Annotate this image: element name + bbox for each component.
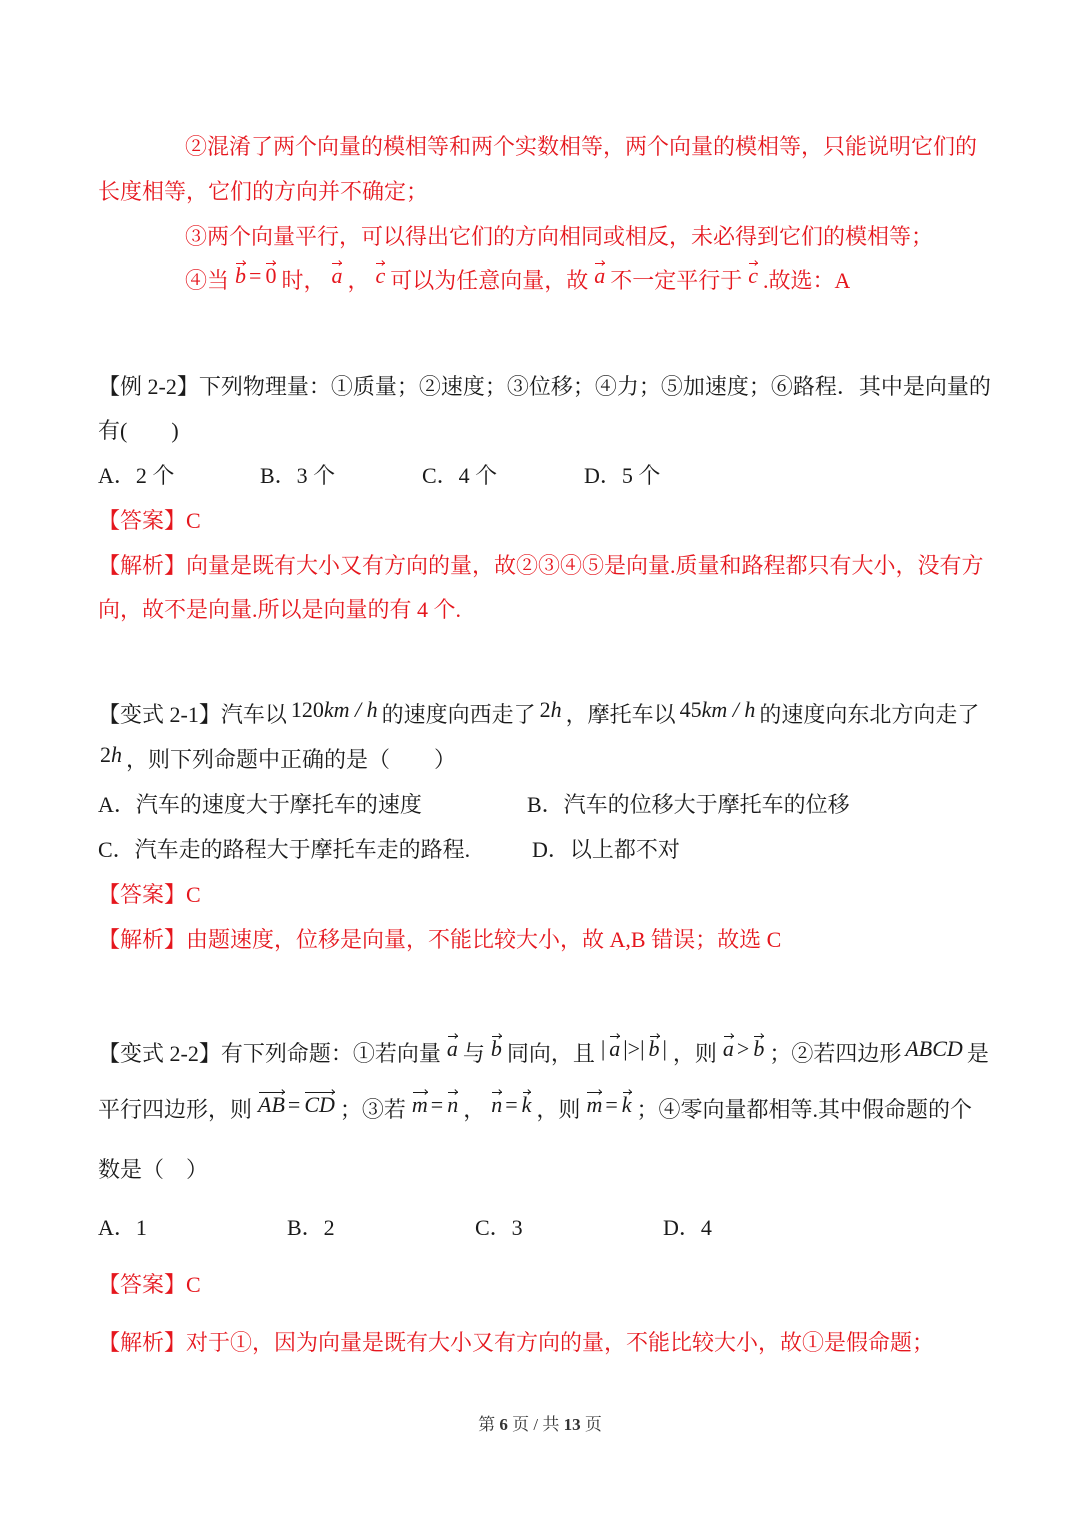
motorcycle-time (100, 735, 122, 775)
answer-line (98, 875, 201, 915)
solution-point-2-line-2 (98, 172, 428, 212)
option-d (663, 1208, 712, 1248)
solution-text: 不一定平行于 (610, 268, 743, 293)
abs-greater-than: |>| (623, 1036, 645, 1061)
equals-sign: = (605, 1092, 618, 1117)
question-text: 同向，且 (506, 1041, 595, 1066)
answer-value: C (186, 1272, 201, 1297)
option-text: D．5 个 (584, 463, 661, 488)
solution-text: 可以为任意向量，故 (390, 268, 589, 293)
question-text: ，则 (672, 1041, 717, 1066)
option-text: D．4 (663, 1215, 712, 1240)
solution-text: 时， (281, 268, 326, 293)
analysis-line (98, 920, 781, 960)
question-label: 【例 2-2】 (98, 374, 199, 399)
analysis-text: 对于①，因为向量是既有大小又有方向的量，不能比较大小，故①是假命题； (186, 1330, 935, 1355)
vector-b: b (235, 263, 247, 288)
formula-n-equals-k (489, 1085, 532, 1125)
option-c (98, 830, 470, 870)
analysis-text: 向量是既有大小又有方向的量，故②③④⑤是向量.质量和路程都只有大小，没有方 (186, 553, 984, 578)
variant-2-2-stem-line-3 (98, 1150, 208, 1190)
option-a (98, 785, 422, 825)
question-text: ，摩托车以 (565, 702, 676, 727)
solution-text: .故选：A (763, 268, 851, 293)
example-2-2-stem-line-1 (98, 367, 991, 407)
question-text: 下列物理量：①质量；②速度；③位移；④力；⑤加速度；⑥路程．其中是向量的 (198, 374, 991, 399)
vector-a: a (722, 1036, 734, 1061)
solution-point-4 (185, 261, 850, 301)
option-b (260, 456, 335, 496)
option-text: D．以上都不对 (532, 837, 680, 862)
answer-label: 【答案】 (98, 882, 187, 907)
analysis-line-2 (98, 590, 461, 630)
variant-2-2-stem-line-1 (98, 1034, 989, 1074)
option-a (98, 456, 174, 496)
solution-text: ， (347, 268, 370, 293)
option-text: B．汽车的位移大于摩托车的位移 (527, 792, 850, 817)
variant-2-1-stem-line-2 (98, 740, 456, 780)
question-text: 有下列命题：①若向量 (220, 1041, 441, 1066)
question-text: 数是（ ） (98, 1157, 209, 1182)
option-d (532, 830, 680, 870)
vector-a: a (446, 1036, 458, 1061)
vector-k: k (621, 1092, 632, 1117)
formula-vector-comparison (721, 1029, 765, 1069)
solution-text: ②混淆了两个向量的模相等和两个实数相等，两个向量的模相等，只能说明它们的 (185, 134, 978, 159)
vector-ab: AB (258, 1092, 285, 1117)
answer-value: C (186, 882, 201, 907)
formula-m-equals-k (584, 1085, 632, 1125)
analysis-text: 由题速度，位移是向量，不能比较大小，故 A,B 错误；故选 C (186, 927, 782, 952)
abs-bar: | (600, 1036, 606, 1061)
current-page-number: 6 (499, 1415, 508, 1434)
vector-n: n (447, 1092, 459, 1117)
equals-sign: = (287, 1092, 301, 1117)
question-text: 与 (462, 1041, 485, 1066)
speed-unit: km / h (323, 697, 378, 722)
time-value: 2 (539, 697, 551, 722)
quadrilateral-name (905, 1029, 962, 1069)
vector-m: m (411, 1092, 428, 1117)
vector-b: b (753, 1036, 765, 1061)
option-text: A．1 (98, 1215, 147, 1240)
analysis-label: 【解析】 (98, 553, 187, 578)
question-text: ， (463, 1097, 486, 1122)
vector-a: a (331, 263, 343, 288)
vector-a: a (594, 263, 606, 288)
option-b (527, 785, 850, 825)
question-text: ；②若四边形 (769, 1041, 902, 1066)
option-text: B．3 个 (260, 463, 336, 488)
option-text: A．2 个 (98, 463, 175, 488)
answer-label: 【答案】 (98, 508, 187, 533)
option-c (422, 456, 497, 496)
option-text: C．汽车走的路程大于摩托车走的路程. (98, 837, 471, 862)
option-text: C．4 个 (422, 463, 498, 488)
analysis-line (98, 1323, 934, 1363)
question-text: ；③若 (339, 1097, 406, 1122)
option-text: A．汽车的速度大于摩托车的速度 (98, 792, 422, 817)
speed-unit: km / h (701, 697, 756, 722)
question-text: 的速度向西走了 (381, 702, 536, 727)
question-label: 【变式 2-2】 (98, 1041, 221, 1066)
page-footer (0, 1413, 1080, 1437)
vector-b: b (648, 1036, 660, 1061)
equals-sign: = (249, 263, 262, 288)
vector-a: a (609, 1036, 621, 1061)
time-value: 2 (100, 742, 111, 767)
option-text: C．3 (475, 1215, 523, 1240)
option-a (98, 1208, 147, 1248)
footer-prefix: 第 (478, 1415, 496, 1434)
question-text: 平行四边形，则 (98, 1097, 253, 1122)
analysis-label: 【解析】 (98, 927, 187, 952)
abs-bar: | (662, 1036, 667, 1061)
variant-2-1-stem-line-1 (98, 695, 979, 735)
analysis-label: 【解析】 (98, 1330, 187, 1355)
answer-line (98, 501, 201, 541)
option-b (287, 1208, 335, 1248)
example-2-2-stem-line-2 (98, 411, 179, 451)
question-text: 有( ) (98, 418, 179, 443)
equals-sign: = (430, 1092, 444, 1117)
greater-than-sign: > (736, 1036, 750, 1061)
analysis-line-1 (98, 546, 984, 586)
car-time (540, 690, 562, 730)
equals-sign: = (505, 1092, 518, 1117)
vector-cd: CD (304, 1092, 335, 1117)
question-text: 是 (966, 1041, 989, 1066)
solution-point-3 (185, 217, 933, 257)
solution-point-2-line-1 (185, 127, 977, 167)
analysis-text: 向，故不是向量.所以是向量的有 4 个. (98, 597, 462, 622)
vector-c: c (375, 263, 386, 288)
answer-value: C (186, 508, 201, 533)
formula-b-equals-zero-vector (233, 256, 277, 296)
solution-text: 长度相等，它们的方向并不确定； (98, 179, 429, 204)
time-unit: h (111, 742, 122, 767)
option-d (584, 456, 660, 496)
speed-value: 120 (290, 697, 324, 722)
vector-c: c (748, 263, 759, 288)
question-text: 的速度向东北方向走了 (759, 702, 980, 727)
vector-m: m (586, 1092, 603, 1117)
question-text: ，则 (536, 1097, 581, 1122)
vector-b: b (490, 1036, 502, 1061)
formula-magnitude-comparison (599, 1029, 669, 1069)
footer-middle: 页 / 共 (512, 1415, 560, 1434)
motorcycle-speed (680, 690, 756, 730)
footer-suffix: 页 (584, 1415, 602, 1434)
total-pages-number: 13 (563, 1415, 581, 1434)
formula-ab-equals-cd (256, 1085, 336, 1125)
option-text: B．2 (287, 1215, 335, 1240)
answer-line (98, 1265, 201, 1305)
variant-2-2-stem-line-2 (98, 1090, 972, 1130)
question-text: 汽车以 (220, 702, 287, 727)
option-c (475, 1208, 523, 1248)
vector-n: n (491, 1092, 503, 1117)
car-speed (291, 690, 378, 730)
time-unit: h (550, 697, 562, 722)
speed-value: 45 (679, 697, 702, 722)
solution-text: ③两个向量平行，可以得出它们的方向相同或相反，未必得到它们的模相等； (185, 224, 934, 249)
question-text: ；④零向量都相等.其中假命题的个 (636, 1097, 973, 1122)
answer-label: 【答案】 (98, 1272, 187, 1297)
formula-m-equals-n (410, 1085, 459, 1125)
quadrilateral-abcd: ABCD (905, 1036, 963, 1061)
question-text: ，则下列命题中正确的是（ ） (126, 747, 457, 772)
zero-vector: 0 (265, 263, 277, 288)
vector-k: k (521, 1092, 532, 1117)
question-label: 【变式 2-1】 (98, 702, 221, 727)
solution-text: ④当 (185, 268, 230, 293)
